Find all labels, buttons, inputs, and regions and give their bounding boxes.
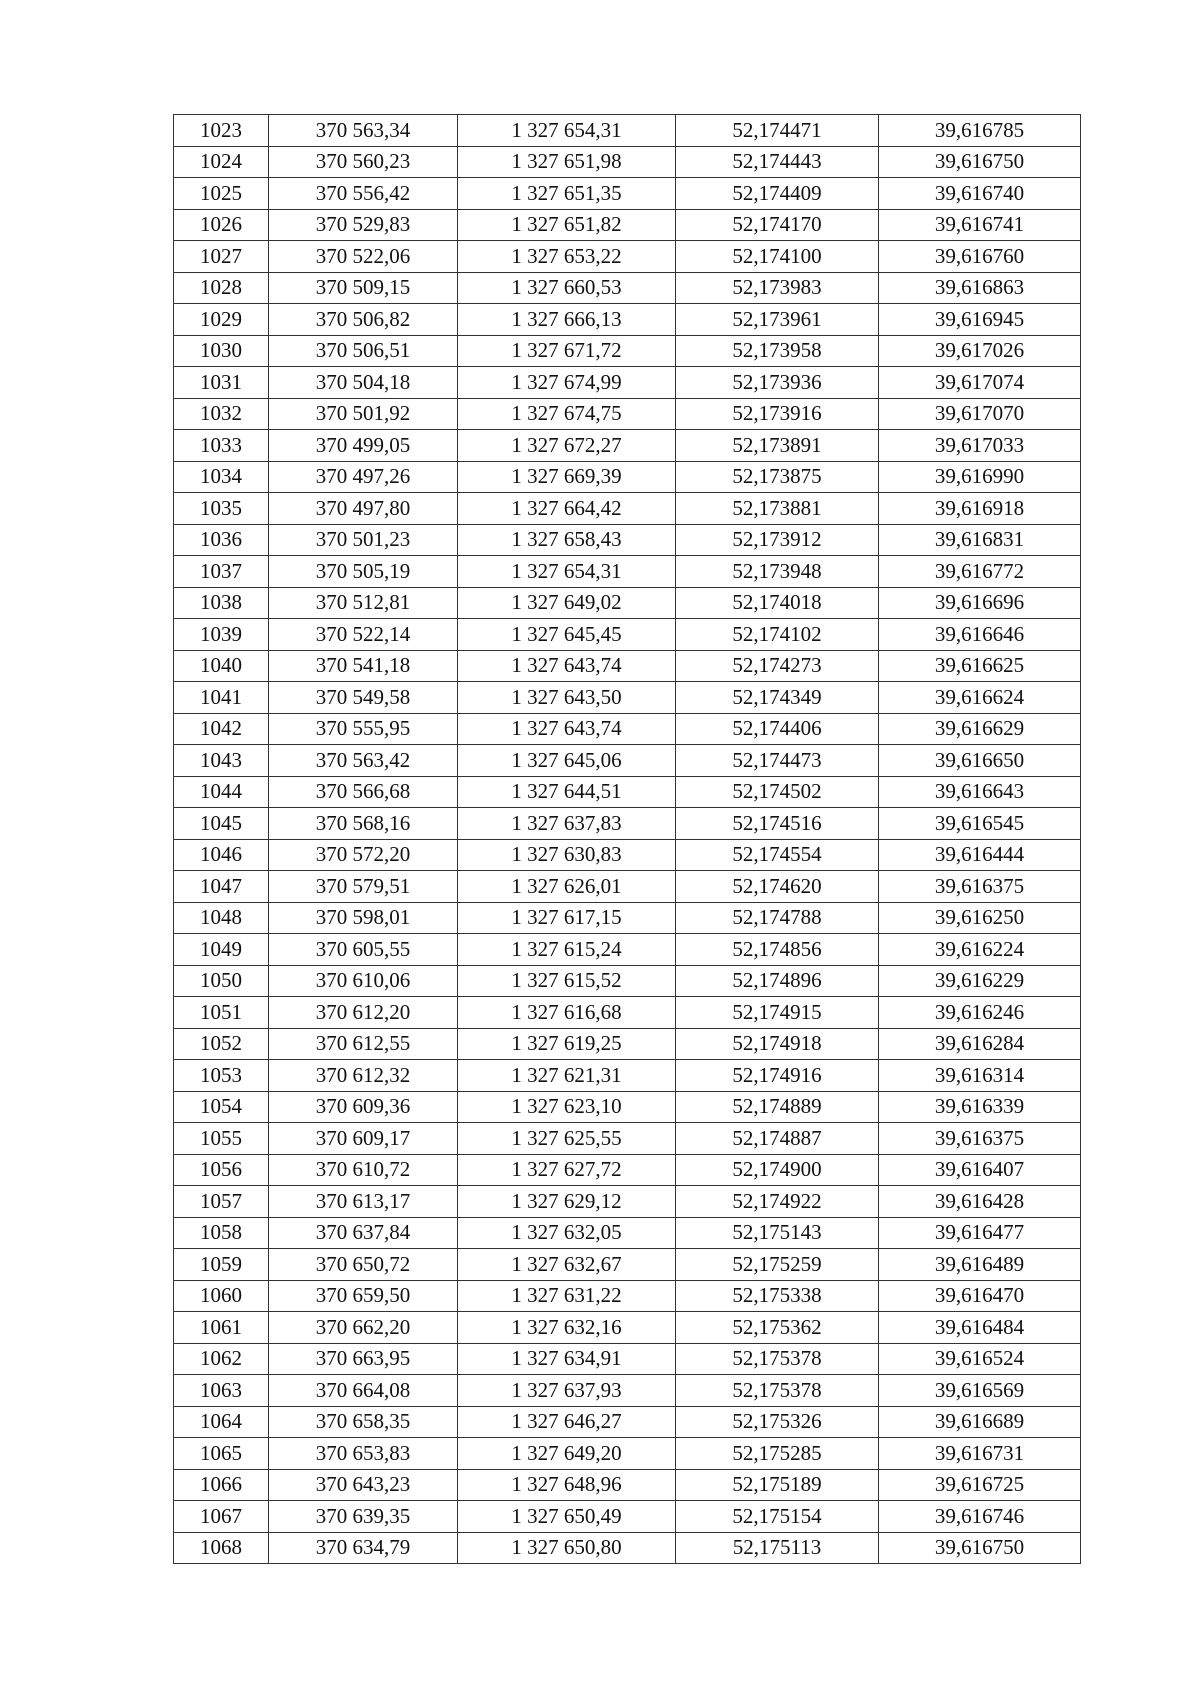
longitude-cell: 39,616740 xyxy=(879,178,1081,210)
x-coordinate-cell: 370 634,79 xyxy=(269,1532,458,1564)
latitude-cell: 52,174900 xyxy=(676,1154,879,1186)
longitude-cell: 39,616250 xyxy=(879,902,1081,934)
latitude-cell: 52,174102 xyxy=(676,619,879,651)
longitude-cell: 39,616643 xyxy=(879,776,1081,808)
latitude-cell: 52,174788 xyxy=(676,902,879,934)
y-coordinate-cell: 1 327 616,68 xyxy=(458,997,676,1029)
x-coordinate-cell: 370 501,92 xyxy=(269,398,458,430)
longitude-cell: 39,616470 xyxy=(879,1280,1081,1312)
x-coordinate-cell: 370 612,32 xyxy=(269,1060,458,1092)
x-coordinate-cell: 370 609,17 xyxy=(269,1123,458,1155)
coordinates-table xyxy=(173,114,1081,1564)
point-number-cell: 1060 xyxy=(174,1280,269,1312)
table-row xyxy=(174,524,1081,556)
point-number-cell: 1067 xyxy=(174,1501,269,1533)
point-number-cell: 1037 xyxy=(174,556,269,588)
x-coordinate-cell: 370 612,55 xyxy=(269,1028,458,1060)
latitude-cell: 52,174100 xyxy=(676,241,879,273)
longitude-cell: 39,616863 xyxy=(879,272,1081,304)
longitude-cell: 39,616831 xyxy=(879,524,1081,556)
y-coordinate-cell: 1 327 643,74 xyxy=(458,650,676,682)
latitude-cell: 52,175338 xyxy=(676,1280,879,1312)
y-coordinate-cell: 1 327 658,43 xyxy=(458,524,676,556)
point-number-cell: 1024 xyxy=(174,146,269,178)
latitude-cell: 52,174349 xyxy=(676,682,879,714)
point-number-cell: 1053 xyxy=(174,1060,269,1092)
latitude-cell: 52,175189 xyxy=(676,1469,879,1501)
point-number-cell: 1031 xyxy=(174,367,269,399)
longitude-cell: 39,616284 xyxy=(879,1028,1081,1060)
y-coordinate-cell: 1 327 650,80 xyxy=(458,1532,676,1564)
longitude-cell: 39,616407 xyxy=(879,1154,1081,1186)
x-coordinate-cell: 370 579,51 xyxy=(269,871,458,903)
table-row xyxy=(174,1186,1081,1218)
table-row xyxy=(174,1501,1081,1533)
y-coordinate-cell: 1 327 644,51 xyxy=(458,776,676,808)
longitude-cell: 39,616746 xyxy=(879,1501,1081,1533)
latitude-cell: 52,174915 xyxy=(676,997,879,1029)
latitude-cell: 52,173961 xyxy=(676,304,879,336)
point-number-cell: 1062 xyxy=(174,1343,269,1375)
x-coordinate-cell: 370 504,18 xyxy=(269,367,458,399)
point-number-cell: 1048 xyxy=(174,902,269,934)
x-coordinate-cell: 370 563,34 xyxy=(269,115,458,147)
longitude-cell: 39,616428 xyxy=(879,1186,1081,1218)
longitude-cell: 39,617074 xyxy=(879,367,1081,399)
latitude-cell: 52,174620 xyxy=(676,871,879,903)
y-coordinate-cell: 1 327 654,31 xyxy=(458,115,676,147)
point-number-cell: 1028 xyxy=(174,272,269,304)
x-coordinate-cell: 370 549,58 xyxy=(269,682,458,714)
point-number-cell: 1059 xyxy=(174,1249,269,1281)
x-coordinate-cell: 370 509,15 xyxy=(269,272,458,304)
table-row xyxy=(174,304,1081,336)
table-row xyxy=(174,1532,1081,1564)
x-coordinate-cell: 370 522,06 xyxy=(269,241,458,273)
point-number-cell: 1032 xyxy=(174,398,269,430)
point-number-cell: 1041 xyxy=(174,682,269,714)
latitude-cell: 52,173916 xyxy=(676,398,879,430)
table-row xyxy=(174,1406,1081,1438)
x-coordinate-cell: 370 598,01 xyxy=(269,902,458,934)
latitude-cell: 52,174473 xyxy=(676,745,879,777)
latitude-cell: 52,174502 xyxy=(676,776,879,808)
point-number-cell: 1056 xyxy=(174,1154,269,1186)
table-row xyxy=(174,619,1081,651)
longitude-cell: 39,616696 xyxy=(879,587,1081,619)
latitude-cell: 52,175143 xyxy=(676,1217,879,1249)
longitude-cell: 39,616375 xyxy=(879,871,1081,903)
longitude-cell: 39,616731 xyxy=(879,1438,1081,1470)
table-row xyxy=(174,556,1081,588)
point-number-cell: 1066 xyxy=(174,1469,269,1501)
latitude-cell: 52,174443 xyxy=(676,146,879,178)
longitude-cell: 39,616224 xyxy=(879,934,1081,966)
point-number-cell: 1039 xyxy=(174,619,269,651)
y-coordinate-cell: 1 327 643,50 xyxy=(458,682,676,714)
x-coordinate-cell: 370 556,42 xyxy=(269,178,458,210)
x-coordinate-cell: 370 497,80 xyxy=(269,493,458,525)
table-row xyxy=(174,997,1081,1029)
x-coordinate-cell: 370 605,55 xyxy=(269,934,458,966)
table-row xyxy=(174,713,1081,745)
longitude-cell: 39,616375 xyxy=(879,1123,1081,1155)
y-coordinate-cell: 1 327 664,42 xyxy=(458,493,676,525)
x-coordinate-cell: 370 541,18 xyxy=(269,650,458,682)
table-row xyxy=(174,1091,1081,1123)
x-coordinate-cell: 370 658,35 xyxy=(269,1406,458,1438)
y-coordinate-cell: 1 327 632,05 xyxy=(458,1217,676,1249)
table-row xyxy=(174,1217,1081,1249)
y-coordinate-cell: 1 327 615,24 xyxy=(458,934,676,966)
table-row xyxy=(174,430,1081,462)
y-coordinate-cell: 1 327 643,74 xyxy=(458,713,676,745)
latitude-cell: 52,175113 xyxy=(676,1532,879,1564)
latitude-cell: 52,174018 xyxy=(676,587,879,619)
latitude-cell: 52,175378 xyxy=(676,1375,879,1407)
y-coordinate-cell: 1 327 645,06 xyxy=(458,745,676,777)
table-row xyxy=(174,839,1081,871)
longitude-cell: 39,616945 xyxy=(879,304,1081,336)
y-coordinate-cell: 1 327 674,99 xyxy=(458,367,676,399)
y-coordinate-cell: 1 327 653,22 xyxy=(458,241,676,273)
point-number-cell: 1027 xyxy=(174,241,269,273)
table-row xyxy=(174,902,1081,934)
longitude-cell: 39,616650 xyxy=(879,745,1081,777)
longitude-cell: 39,616741 xyxy=(879,209,1081,241)
latitude-cell: 52,173936 xyxy=(676,367,879,399)
y-coordinate-cell: 1 327 651,82 xyxy=(458,209,676,241)
latitude-cell: 52,173948 xyxy=(676,556,879,588)
longitude-cell: 39,616918 xyxy=(879,493,1081,525)
latitude-cell: 52,174170 xyxy=(676,209,879,241)
latitude-cell: 52,174889 xyxy=(676,1091,879,1123)
table-row xyxy=(174,209,1081,241)
latitude-cell: 52,173881 xyxy=(676,493,879,525)
table-row xyxy=(174,1438,1081,1470)
table-row xyxy=(174,1343,1081,1375)
longitude-cell: 39,616629 xyxy=(879,713,1081,745)
y-coordinate-cell: 1 327 626,01 xyxy=(458,871,676,903)
x-coordinate-cell: 370 639,35 xyxy=(269,1501,458,1533)
latitude-cell: 52,174916 xyxy=(676,1060,879,1092)
longitude-cell: 39,616569 xyxy=(879,1375,1081,1407)
point-number-cell: 1029 xyxy=(174,304,269,336)
point-number-cell: 1052 xyxy=(174,1028,269,1060)
y-coordinate-cell: 1 327 672,27 xyxy=(458,430,676,462)
x-coordinate-cell: 370 662,20 xyxy=(269,1312,458,1344)
point-number-cell: 1064 xyxy=(174,1406,269,1438)
longitude-cell: 39,616229 xyxy=(879,965,1081,997)
latitude-cell: 52,173875 xyxy=(676,461,879,493)
x-coordinate-cell: 370 572,20 xyxy=(269,839,458,871)
point-number-cell: 1040 xyxy=(174,650,269,682)
y-coordinate-cell: 1 327 637,93 xyxy=(458,1375,676,1407)
table-row xyxy=(174,241,1081,273)
y-coordinate-cell: 1 327 660,53 xyxy=(458,272,676,304)
x-coordinate-cell: 370 609,36 xyxy=(269,1091,458,1123)
x-coordinate-cell: 370 610,06 xyxy=(269,965,458,997)
longitude-cell: 39,616524 xyxy=(879,1343,1081,1375)
point-number-cell: 1044 xyxy=(174,776,269,808)
point-number-cell: 1025 xyxy=(174,178,269,210)
latitude-cell: 52,173958 xyxy=(676,335,879,367)
y-coordinate-cell: 1 327 629,12 xyxy=(458,1186,676,1218)
table-row xyxy=(174,493,1081,525)
latitude-cell: 52,175285 xyxy=(676,1438,879,1470)
point-number-cell: 1068 xyxy=(174,1532,269,1564)
table-row xyxy=(174,650,1081,682)
x-coordinate-cell: 370 663,95 xyxy=(269,1343,458,1375)
x-coordinate-cell: 370 659,50 xyxy=(269,1280,458,1312)
x-coordinate-cell: 370 555,95 xyxy=(269,713,458,745)
y-coordinate-cell: 1 327 623,10 xyxy=(458,1091,676,1123)
longitude-cell: 39,616484 xyxy=(879,1312,1081,1344)
y-coordinate-cell: 1 327 630,83 xyxy=(458,839,676,871)
x-coordinate-cell: 370 653,83 xyxy=(269,1438,458,1470)
point-number-cell: 1038 xyxy=(174,587,269,619)
table-row xyxy=(174,1123,1081,1155)
x-coordinate-cell: 370 506,82 xyxy=(269,304,458,336)
point-number-cell: 1033 xyxy=(174,430,269,462)
y-coordinate-cell: 1 327 625,55 xyxy=(458,1123,676,1155)
latitude-cell: 52,173983 xyxy=(676,272,879,304)
x-coordinate-cell: 370 613,17 xyxy=(269,1186,458,1218)
x-coordinate-cell: 370 612,20 xyxy=(269,997,458,1029)
latitude-cell: 52,175326 xyxy=(676,1406,879,1438)
latitude-cell: 52,175259 xyxy=(676,1249,879,1281)
point-number-cell: 1054 xyxy=(174,1091,269,1123)
table-row xyxy=(174,367,1081,399)
latitude-cell: 52,173912 xyxy=(676,524,879,556)
longitude-cell: 39,616246 xyxy=(879,997,1081,1029)
y-coordinate-cell: 1 327 632,67 xyxy=(458,1249,676,1281)
point-number-cell: 1023 xyxy=(174,115,269,147)
x-coordinate-cell: 370 637,84 xyxy=(269,1217,458,1249)
latitude-cell: 52,175154 xyxy=(676,1501,879,1533)
latitude-cell: 52,174887 xyxy=(676,1123,879,1155)
latitude-cell: 52,175378 xyxy=(676,1343,879,1375)
x-coordinate-cell: 370 560,23 xyxy=(269,146,458,178)
table-row xyxy=(174,115,1081,147)
table-row xyxy=(174,1060,1081,1092)
longitude-cell: 39,616725 xyxy=(879,1469,1081,1501)
x-coordinate-cell: 370 505,19 xyxy=(269,556,458,588)
longitude-cell: 39,616339 xyxy=(879,1091,1081,1123)
y-coordinate-cell: 1 327 650,49 xyxy=(458,1501,676,1533)
latitude-cell: 52,174516 xyxy=(676,808,879,840)
y-coordinate-cell: 1 327 654,31 xyxy=(458,556,676,588)
y-coordinate-cell: 1 327 674,75 xyxy=(458,398,676,430)
latitude-cell: 52,174922 xyxy=(676,1186,879,1218)
longitude-cell: 39,617026 xyxy=(879,335,1081,367)
longitude-cell: 39,616689 xyxy=(879,1406,1081,1438)
longitude-cell: 39,616625 xyxy=(879,650,1081,682)
longitude-cell: 39,616477 xyxy=(879,1217,1081,1249)
table-row xyxy=(174,1469,1081,1501)
point-number-cell: 1057 xyxy=(174,1186,269,1218)
longitude-cell: 39,616772 xyxy=(879,556,1081,588)
latitude-cell: 52,175362 xyxy=(676,1312,879,1344)
point-number-cell: 1036 xyxy=(174,524,269,556)
x-coordinate-cell: 370 497,26 xyxy=(269,461,458,493)
x-coordinate-cell: 370 529,83 xyxy=(269,209,458,241)
y-coordinate-cell: 1 327 634,91 xyxy=(458,1343,676,1375)
y-coordinate-cell: 1 327 649,20 xyxy=(458,1438,676,1470)
table-row xyxy=(174,871,1081,903)
table-row xyxy=(174,1280,1081,1312)
latitude-cell: 52,174409 xyxy=(676,178,879,210)
point-number-cell: 1061 xyxy=(174,1312,269,1344)
longitude-cell: 39,616444 xyxy=(879,839,1081,871)
longitude-cell: 39,616760 xyxy=(879,241,1081,273)
table-row xyxy=(174,745,1081,777)
table-row xyxy=(174,1375,1081,1407)
point-number-cell: 1049 xyxy=(174,934,269,966)
latitude-cell: 52,173891 xyxy=(676,430,879,462)
y-coordinate-cell: 1 327 645,45 xyxy=(458,619,676,651)
point-number-cell: 1034 xyxy=(174,461,269,493)
y-coordinate-cell: 1 327 621,31 xyxy=(458,1060,676,1092)
latitude-cell: 52,174406 xyxy=(676,713,879,745)
y-coordinate-cell: 1 327 632,16 xyxy=(458,1312,676,1344)
table-row xyxy=(174,1028,1081,1060)
point-number-cell: 1058 xyxy=(174,1217,269,1249)
point-number-cell: 1055 xyxy=(174,1123,269,1155)
table-row xyxy=(174,965,1081,997)
y-coordinate-cell: 1 327 651,35 xyxy=(458,178,676,210)
longitude-cell: 39,616646 xyxy=(879,619,1081,651)
y-coordinate-cell: 1 327 649,02 xyxy=(458,587,676,619)
x-coordinate-cell: 370 501,23 xyxy=(269,524,458,556)
latitude-cell: 52,174554 xyxy=(676,839,879,871)
point-number-cell: 1063 xyxy=(174,1375,269,1407)
table-row xyxy=(174,1249,1081,1281)
x-coordinate-cell: 370 499,05 xyxy=(269,430,458,462)
table-row xyxy=(174,587,1081,619)
point-number-cell: 1050 xyxy=(174,965,269,997)
x-coordinate-cell: 370 563,42 xyxy=(269,745,458,777)
latitude-cell: 52,174471 xyxy=(676,115,879,147)
x-coordinate-cell: 370 512,81 xyxy=(269,587,458,619)
longitude-cell: 39,617070 xyxy=(879,398,1081,430)
point-number-cell: 1042 xyxy=(174,713,269,745)
table-row xyxy=(174,1154,1081,1186)
y-coordinate-cell: 1 327 671,72 xyxy=(458,335,676,367)
table-row xyxy=(174,934,1081,966)
y-coordinate-cell: 1 327 669,39 xyxy=(458,461,676,493)
table-row xyxy=(174,178,1081,210)
y-coordinate-cell: 1 327 631,22 xyxy=(458,1280,676,1312)
y-coordinate-cell: 1 327 651,98 xyxy=(458,146,676,178)
y-coordinate-cell: 1 327 637,83 xyxy=(458,808,676,840)
longitude-cell: 39,616624 xyxy=(879,682,1081,714)
x-coordinate-cell: 370 566,68 xyxy=(269,776,458,808)
point-number-cell: 1035 xyxy=(174,493,269,525)
latitude-cell: 52,174273 xyxy=(676,650,879,682)
x-coordinate-cell: 370 522,14 xyxy=(269,619,458,651)
y-coordinate-cell: 1 327 648,96 xyxy=(458,1469,676,1501)
y-coordinate-cell: 1 327 617,15 xyxy=(458,902,676,934)
x-coordinate-cell: 370 650,72 xyxy=(269,1249,458,1281)
longitude-cell: 39,616750 xyxy=(879,1532,1081,1564)
table-row xyxy=(174,461,1081,493)
table-row xyxy=(174,272,1081,304)
point-number-cell: 1030 xyxy=(174,335,269,367)
longitude-cell: 39,617033 xyxy=(879,430,1081,462)
y-coordinate-cell: 1 327 627,72 xyxy=(458,1154,676,1186)
x-coordinate-cell: 370 643,23 xyxy=(269,1469,458,1501)
y-coordinate-cell: 1 327 619,25 xyxy=(458,1028,676,1060)
point-number-cell: 1045 xyxy=(174,808,269,840)
latitude-cell: 52,174918 xyxy=(676,1028,879,1060)
x-coordinate-cell: 370 610,72 xyxy=(269,1154,458,1186)
point-number-cell: 1051 xyxy=(174,997,269,1029)
point-number-cell: 1046 xyxy=(174,839,269,871)
point-number-cell: 1065 xyxy=(174,1438,269,1470)
y-coordinate-cell: 1 327 666,13 xyxy=(458,304,676,336)
x-coordinate-cell: 370 506,51 xyxy=(269,335,458,367)
longitude-cell: 39,616314 xyxy=(879,1060,1081,1092)
x-coordinate-cell: 370 664,08 xyxy=(269,1375,458,1407)
latitude-cell: 52,174896 xyxy=(676,965,879,997)
table-row xyxy=(174,682,1081,714)
longitude-cell: 39,616785 xyxy=(879,115,1081,147)
table-row xyxy=(174,808,1081,840)
table-row xyxy=(174,1312,1081,1344)
latitude-cell: 52,174856 xyxy=(676,934,879,966)
table-row xyxy=(174,335,1081,367)
point-number-cell: 1047 xyxy=(174,871,269,903)
y-coordinate-cell: 1 327 646,27 xyxy=(458,1406,676,1438)
longitude-cell: 39,616990 xyxy=(879,461,1081,493)
coordinates-table-body xyxy=(174,115,1081,1564)
table-row xyxy=(174,146,1081,178)
table-row xyxy=(174,776,1081,808)
longitude-cell: 39,616545 xyxy=(879,808,1081,840)
point-number-cell: 1043 xyxy=(174,745,269,777)
point-number-cell: 1026 xyxy=(174,209,269,241)
longitude-cell: 39,616489 xyxy=(879,1249,1081,1281)
table-row xyxy=(174,398,1081,430)
longitude-cell: 39,616750 xyxy=(879,146,1081,178)
y-coordinate-cell: 1 327 615,52 xyxy=(458,965,676,997)
x-coordinate-cell: 370 568,16 xyxy=(269,808,458,840)
